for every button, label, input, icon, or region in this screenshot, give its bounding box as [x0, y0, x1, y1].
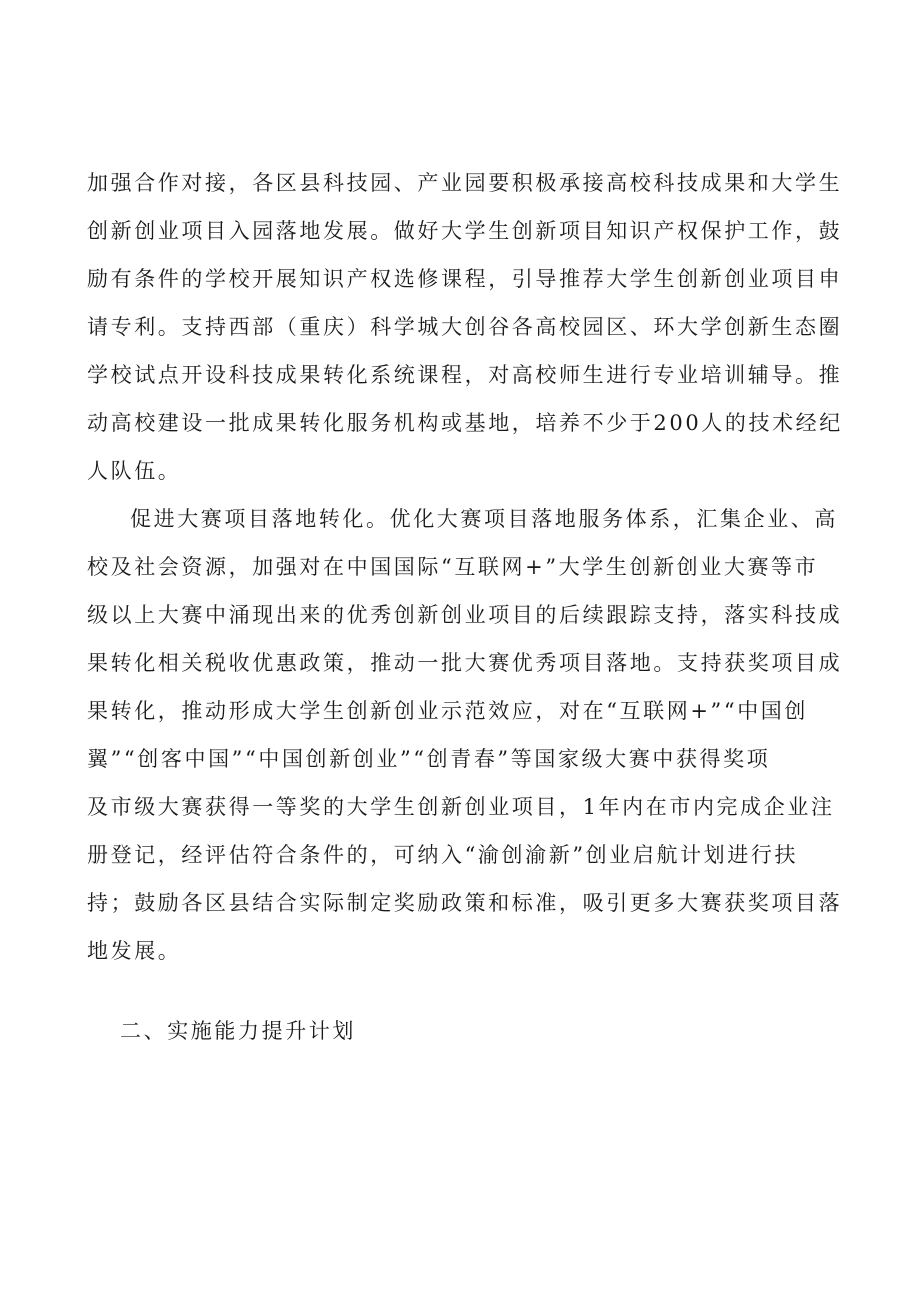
paragraph-1-line: 动高校建设一批成果转化服务机构或基地，培养不少于200人的技术经纪 — [87, 411, 843, 435]
paragraph-2-line: 促进大赛项目落地转化。优化大赛项目落地服务体系，汇集企业、高 — [130, 507, 838, 531]
section-heading: 二、实施能力提升计划 — [120, 1019, 356, 1043]
paragraph-1-line: 学校试点开设科技成果转化系统课程，对高校师生进行专业培训辅导。推 — [87, 363, 843, 387]
paragraph-2-line: 果转化，推动形成大学生创新创业示范效应，对在“互联网+”“中国创 — [87, 699, 809, 723]
paragraph-2-line: 及市级大赛获得一等奖的大学生创新创业项目，1年内在市内完成企业注 — [87, 795, 835, 819]
paragraph-1-line: 人队伍。 — [87, 459, 182, 483]
paragraph-2-line: 持；鼓励各区县结合实际制定奖励政策和标准，吸引更多大赛获奖项目落 — [87, 891, 843, 915]
paragraph-2-line: 册登记，经评估符合条件的，可纳入“渝创渝新”创业启航计划进行扶 — [87, 843, 799, 867]
paragraph-2-line: 地发展。 — [87, 939, 182, 963]
paragraph-2-line: 果转化相关税收优惠政策，推动一批大赛优秀项目落地。支持获奖项目成 — [87, 651, 843, 675]
paragraph-2-line: 翼”“创客中国”“中国创新创业”“创青春”等国家级大赛中获得奖项 — [87, 747, 771, 771]
paragraph-1-line: 励有条件的学校开展知识产权选修课程，引导推荐大学生创新创业项目申 — [87, 267, 843, 291]
paragraph-2-line: 校及社会资源，加强对在中国国际“互联网+”大学生创新创业大赛等市 — [87, 555, 819, 579]
paragraph-1-line: 加强合作对接，各区县科技园、产业园要积极承接高校科技成果和大学生 — [87, 171, 843, 195]
paragraph-2-line: 级以上大赛中涌现出来的优秀创新创业项目的后续跟踪支持，落实科技成 — [87, 603, 843, 627]
paragraph-1-line: 请专利。支持西部（重庆）科学城大创谷各高校园区、环大学创新生态圈 — [87, 315, 843, 339]
paragraph-1-line: 创新创业项目入园落地发展。做好大学生创新项目知识产权保护工作，鼓 — [87, 219, 843, 243]
